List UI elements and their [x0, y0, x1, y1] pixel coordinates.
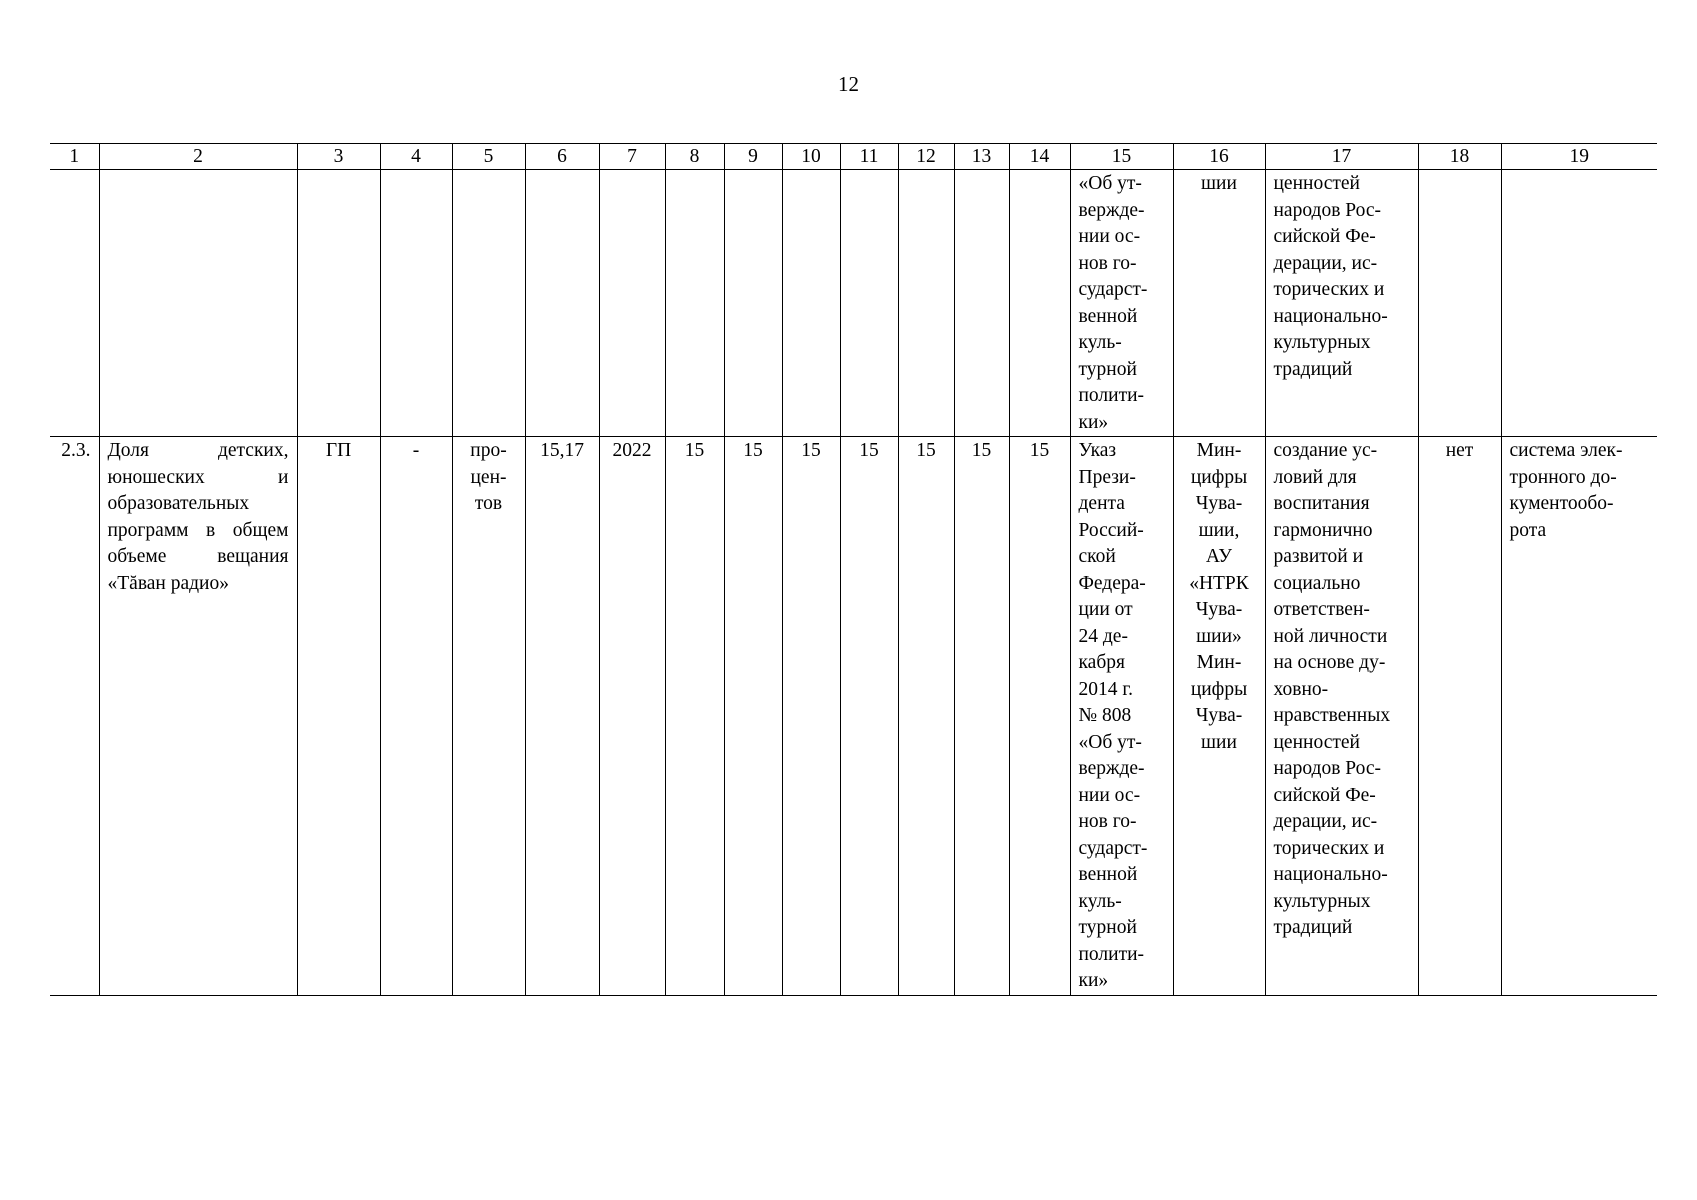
cell-empty [1009, 170, 1070, 437]
column-header-4: 4 [380, 144, 452, 170]
column-header-3: 3 [297, 144, 380, 170]
column-header-9: 9 [724, 144, 782, 170]
cell-empty [599, 170, 665, 437]
column-header-18: 18 [1418, 144, 1501, 170]
cell-empty [380, 170, 452, 437]
cell-value-col9: 15 [724, 437, 782, 996]
cell-goal-continued: ценностей народов Рос- сийской Фе- дерации, ис- торических и национально- культурных традиций [1265, 170, 1418, 437]
cell-empty [724, 170, 782, 437]
column-header-5: 5 [452, 144, 525, 170]
cell-empty [665, 170, 724, 437]
column-header-19: 19 [1501, 144, 1657, 170]
cell-empty [50, 170, 99, 437]
column-header-6: 6 [525, 144, 599, 170]
cell-value-col13: 15 [954, 437, 1009, 996]
column-header-15: 15 [1070, 144, 1173, 170]
column-header-14: 14 [1009, 144, 1070, 170]
column-header-8: 8 [665, 144, 724, 170]
cell-empty [782, 170, 840, 437]
cell-row-number: 2.3. [50, 437, 99, 996]
table-row-2-3 [50, 437, 1657, 996]
cell-empty [898, 170, 954, 437]
column-header-7: 7 [599, 144, 665, 170]
cell-value-col12: 15 [898, 437, 954, 996]
cell-type: ГП [297, 437, 380, 996]
cell-value-col8: 15 [665, 437, 724, 996]
column-header-12: 12 [898, 144, 954, 170]
column-header-17: 17 [1265, 144, 1418, 170]
cell-value-col10: 15 [782, 437, 840, 996]
cell-empty [99, 170, 297, 437]
cell-empty [954, 170, 1009, 437]
column-header-11: 11 [840, 144, 898, 170]
cell-information-system: система элек- тронного до- кументообо- рота [1501, 437, 1657, 996]
cell-empty [840, 170, 898, 437]
cell-empty [297, 170, 380, 437]
column-header-1: 1 [50, 144, 99, 170]
column-header-16: 16 [1173, 144, 1265, 170]
cell-value-col11: 15 [840, 437, 898, 996]
cell-unit: про- цен- тов [452, 437, 525, 996]
cell-empty [525, 170, 599, 437]
column-header-2: 2 [99, 144, 297, 170]
cell-base-value: 15,17 [525, 437, 599, 996]
cell-goal: создание ус- ловий для воспитания гармонично развитой и социально ответствен- ной личности на основе ду- ховно- нравственных ценностей народов Рос- сийской Фе- дерации, ис- торических и национально- культурных традиций [1265, 437, 1418, 996]
cell-empty [1418, 170, 1501, 437]
cell-empty [452, 170, 525, 437]
cell-responsible: Мин- цифры Чува- шии, АУ «НТРК Чува- шии» Мин- цифры Чува- шии [1173, 437, 1265, 996]
column-header-10: 10 [782, 144, 840, 170]
column-header-13: 13 [954, 144, 1009, 170]
cell-base-year: 2022 [599, 437, 665, 996]
cell-legal-basis-continued: «Об ут- вержде- нии ос- нов го- сударст- венной куль- турной полити- ки» [1070, 170, 1173, 437]
cell-responsible-continued: шии [1173, 170, 1265, 437]
page-number: 12 [838, 72, 859, 96]
cell-indicator-name: Доля детских, юношеских и образовательных программ в общем объеме вещания «Тăван радио» [99, 437, 297, 996]
indicators-table [50, 143, 1657, 996]
cell-col4: - [380, 437, 452, 996]
header-row [50, 144, 1657, 170]
cell-col18: нет [1418, 437, 1501, 996]
cell-legal-basis: Указ Прези- дента Россий- ской Федера- ции от 24 де- кабря 2014 г. № 808 «Об ут- вержде- нии ос- нов го- сударст- венной куль- турной полити- ки» [1070, 437, 1173, 996]
cell-empty [1501, 170, 1657, 437]
table-row-continued [50, 170, 1657, 437]
cell-value-col14: 15 [1009, 437, 1070, 996]
